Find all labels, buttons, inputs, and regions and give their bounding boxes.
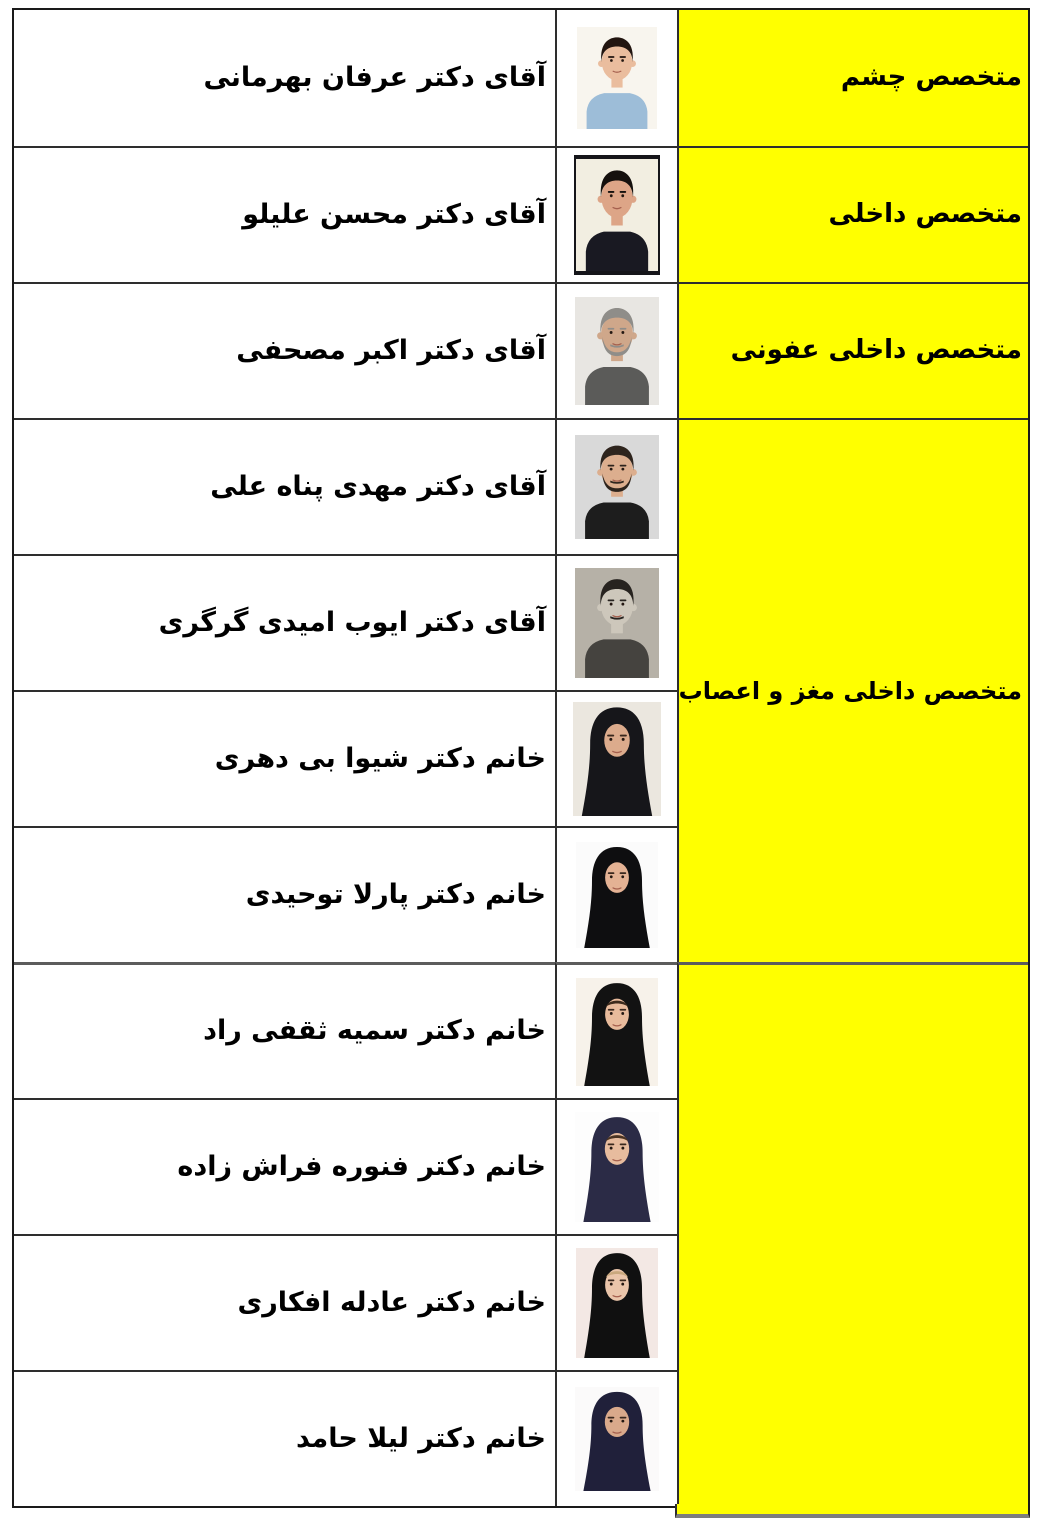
doctor-photo [575,435,659,539]
doctor-name: خانم دکتر شیوا بی دهری [214,742,546,774]
specialty-label: متخصص داخلی عفونی [730,335,1022,366]
doctor-photo [576,842,658,948]
doctor-name-cell [14,146,555,282]
photo-cell [555,962,677,1098]
photo-cell [555,418,677,554]
doctor-photo [573,702,661,816]
photo-cell [555,146,677,282]
doctor-name: آقای دکتر ایوب امیدی گرگری [158,606,546,638]
photo-cell [555,554,677,690]
doctor-name-cell [14,690,555,826]
doctor-name-cell [14,10,555,146]
photo-cell [555,1234,677,1370]
specialty-label: متخصص چشم [840,62,1022,93]
doctor-name: خانم دکتر سمیه ثقفی راد [203,1015,546,1047]
doctor-name-cell [14,826,555,962]
specialty-cell-merged [677,962,1028,1506]
doctor-photo [575,568,659,678]
doctor-photo [576,1248,658,1358]
photo-cell [555,1098,677,1234]
doctor-photo [575,1112,659,1222]
yellow-column-extension [675,1504,1030,1518]
doctor-name-cell [14,962,555,1098]
doctor-name-cell [14,282,555,418]
doctor-name: آقای دکتر محسن علیلو [242,198,546,230]
doctor-photo [575,1387,659,1491]
doctor-name: خانم دکتر لیلا حامد [295,1422,546,1454]
specialty-cell [677,146,1028,282]
photo-cell [555,1370,677,1506]
doctor-name: آقای دکتر مهدی پناه علی [210,470,546,502]
doctor-name: خانم دکتر عادله افکاری [237,1286,546,1318]
photo-cell [555,690,677,826]
doctor-photo [576,978,658,1086]
doctor-name-cell [14,1370,555,1506]
doctors-table [12,8,1030,1508]
doctor-photo [577,27,657,129]
doctor-name: خانم دکتر فنوره فراش زاده [177,1150,546,1182]
photo-cell [555,826,677,962]
doctor-name-cell [14,554,555,690]
doctor-name-cell [14,418,555,554]
doctor-name: آقای دکتر اکبر مصحفی [236,334,546,366]
specialty-cell-merged [677,418,1028,962]
doctor-name-cell [14,1234,555,1370]
doctor-name-cell [14,1098,555,1234]
specialty-cell [677,282,1028,418]
photo-cell [555,10,677,146]
doctor-photo [574,155,660,275]
specialty-label: متخصص داخلی مغز و اعصاب [678,676,1022,705]
specialty-label: متخصص داخلی [828,199,1022,230]
doctor-name: خانم دکتر پارلا توحیدی [245,878,546,910]
specialty-cell [677,10,1028,146]
doctor-photo [575,297,659,405]
doctor-name: آقای دکتر عرفان بهرمانی [203,61,546,93]
photo-cell [555,282,677,418]
